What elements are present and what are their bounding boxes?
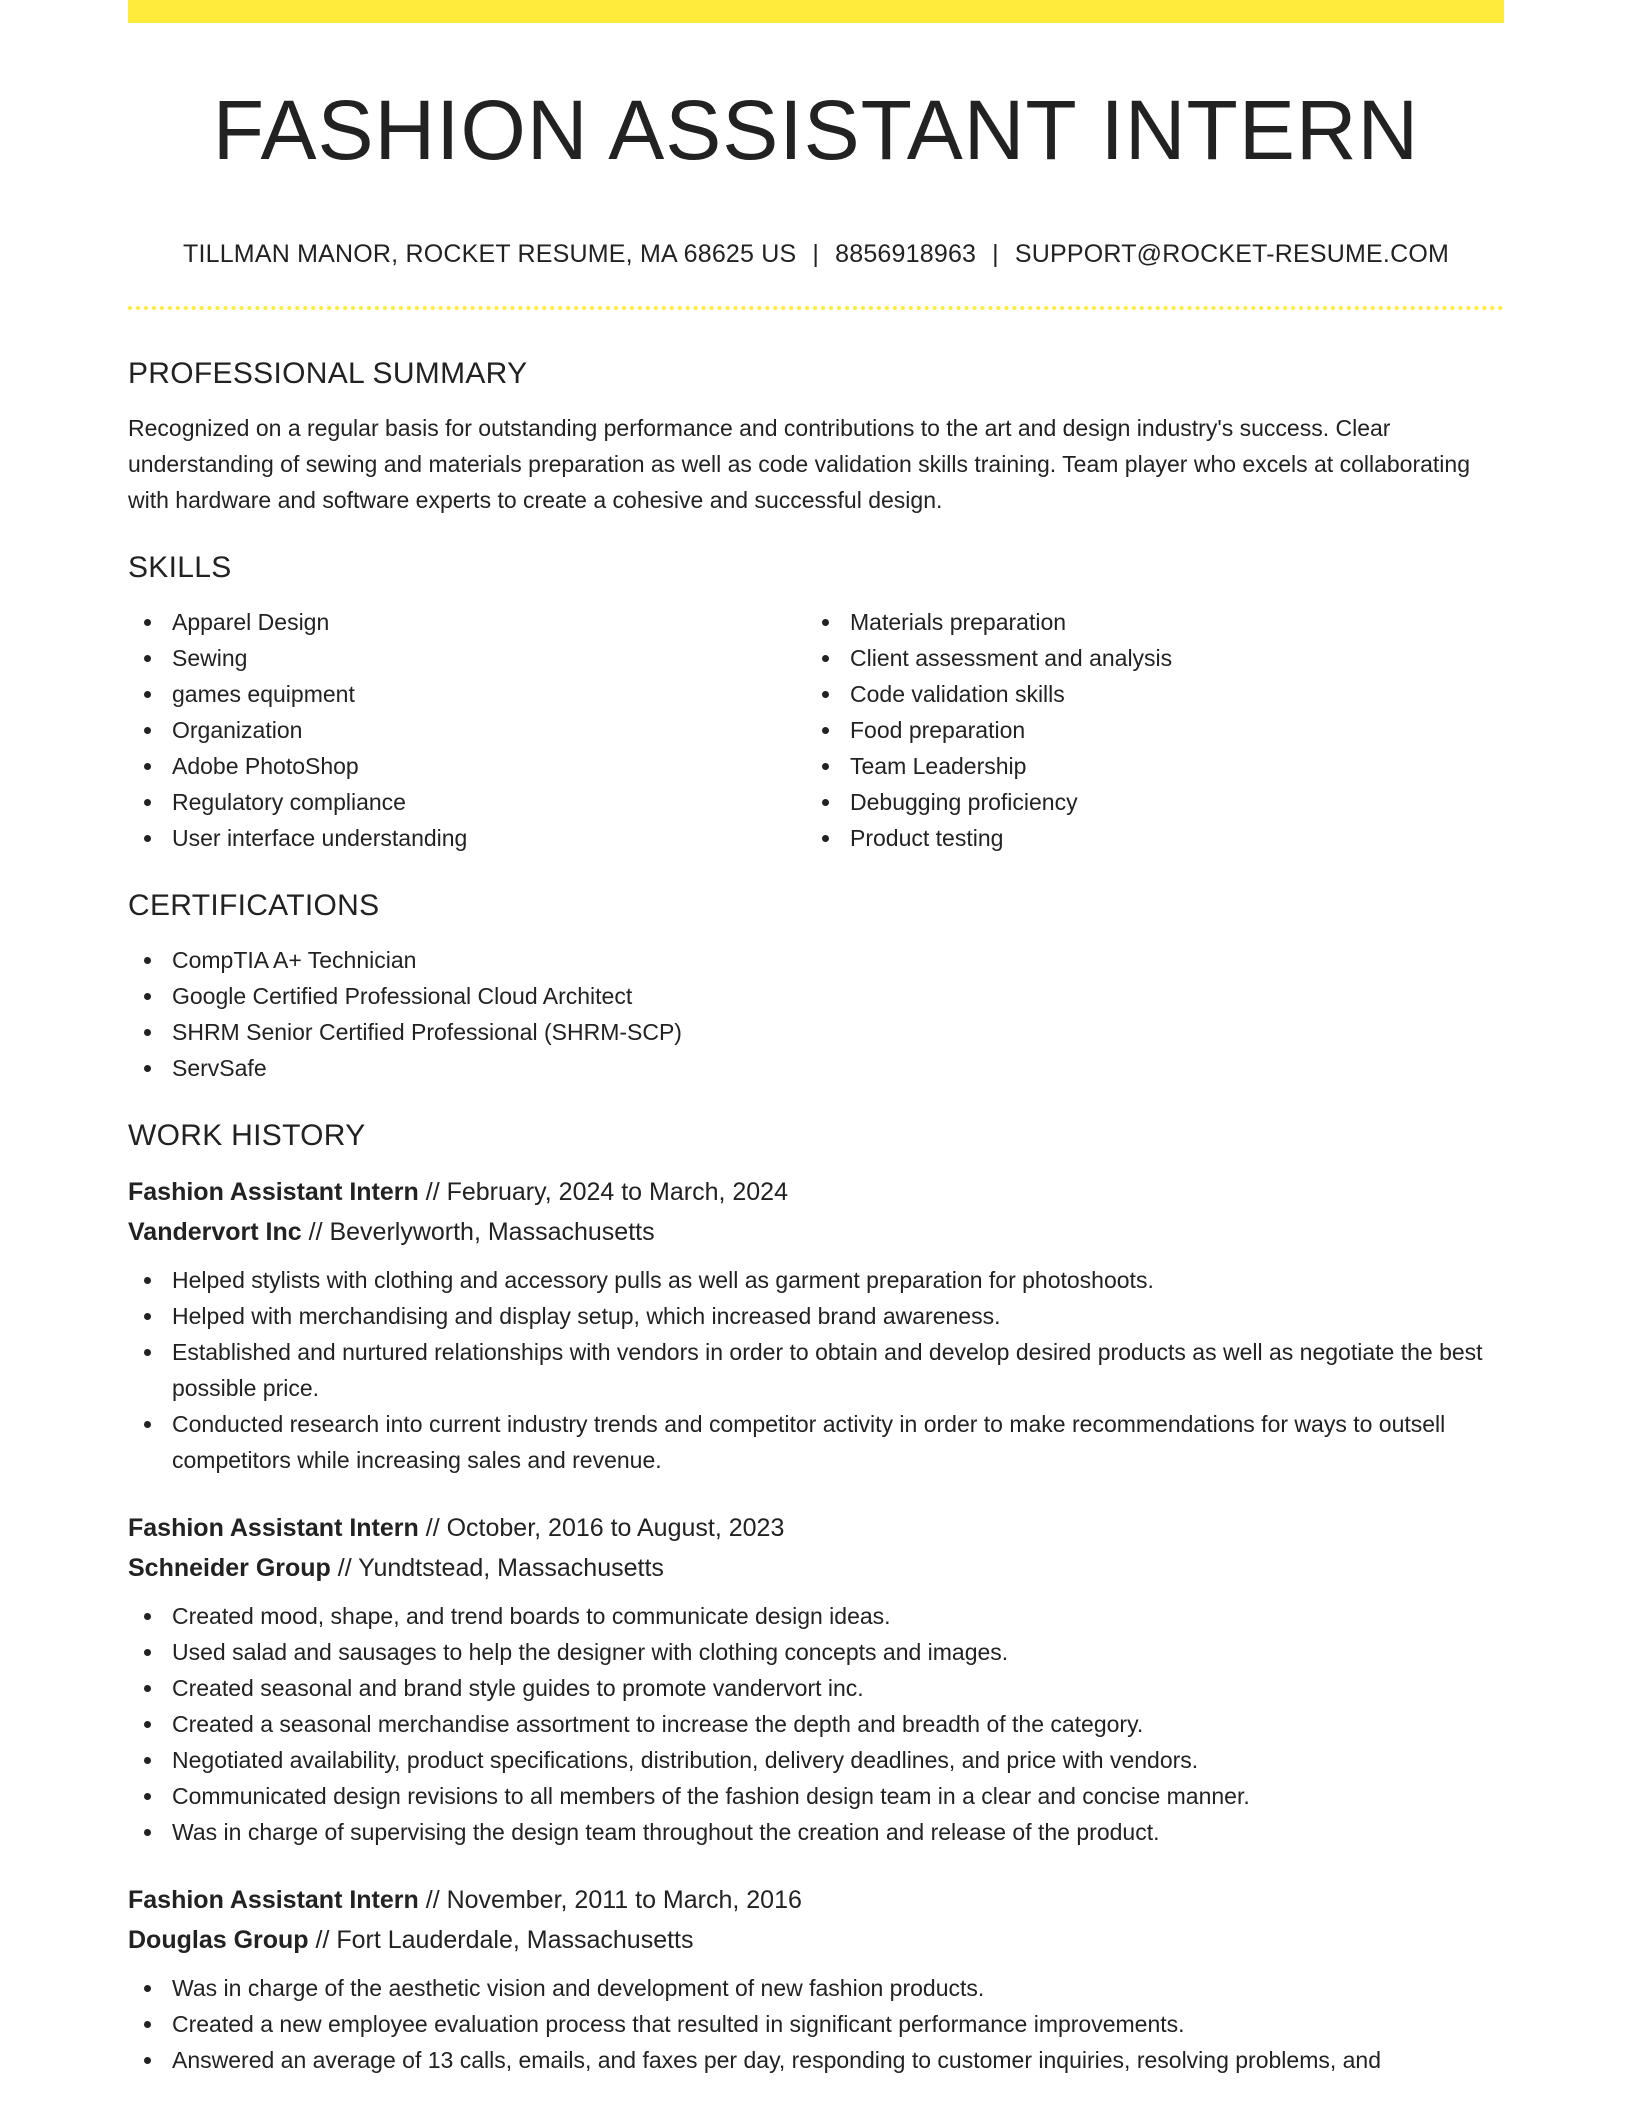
skill-item: Sewing bbox=[128, 640, 806, 676]
job-entry bbox=[128, 1880, 1504, 2078]
skill-item: games equipment bbox=[128, 676, 806, 712]
skill-item: Client assessment and analysis bbox=[806, 640, 1484, 676]
contact-address: TILLMAN MANOR, ROCKET RESUME, MA 68625 US bbox=[182, 240, 797, 268]
job-divider: // bbox=[418, 1886, 447, 1914]
job-bullet: Created mood, shape, and trend boards to communicate design ideas. bbox=[128, 1598, 1504, 1634]
summary-section bbox=[128, 354, 1504, 518]
skills-columns bbox=[128, 604, 1504, 856]
job-company: Douglas Group bbox=[128, 1926, 309, 1954]
job-title-line bbox=[128, 1172, 1504, 1212]
job-divider: // bbox=[301, 1218, 330, 1246]
section-heading: WORK HISTORY bbox=[128, 1119, 366, 1152]
accent-top-bar bbox=[128, 0, 1504, 23]
skill-item: Team Leadership bbox=[806, 748, 1484, 784]
job-bullet: Helped with merchandising and display setup, which increased brand awareness. bbox=[128, 1298, 1504, 1334]
resume-title: FASHION ASSISTANT INTERN bbox=[212, 83, 1420, 177]
job-divider: // bbox=[308, 1926, 337, 1954]
job-location: Yundtstead, Massachusetts bbox=[358, 1554, 664, 1582]
job-bullet: Answered an average of 13 calls, emails, and faxes per day, responding to customer inquiries, resolving problems, and bbox=[128, 2042, 1504, 2078]
certification-item: CompTIA A+ Technician bbox=[128, 942, 1504, 978]
job-bullets bbox=[128, 1970, 1504, 2078]
skills-section bbox=[128, 548, 1504, 856]
job-bullet: Conducted research into current industry trends and competitor activity in order to make recommendations for ways to outsell competitors while increasing sales and revenue. bbox=[128, 1406, 1504, 1478]
job-title-line bbox=[128, 1880, 1504, 1920]
contact-separator: | bbox=[992, 240, 999, 268]
job-title: Fashion Assistant Intern bbox=[128, 1178, 419, 1206]
certifications-section bbox=[128, 886, 1504, 1086]
section-heading: SKILLS bbox=[128, 551, 232, 584]
contact-separator: | bbox=[812, 240, 820, 268]
section-heading: PROFESSIONAL SUMMARY bbox=[128, 357, 528, 390]
dotted-divider bbox=[128, 306, 1504, 310]
job-company-line bbox=[128, 1920, 1504, 1960]
certifications-list bbox=[128, 942, 1504, 1086]
skill-item: Debugging proficiency bbox=[806, 784, 1484, 820]
job-bullet: Negotiated availability, product specifications, distribution, delivery deadlines, and price with vendors. bbox=[128, 1742, 1504, 1778]
resume-page bbox=[128, 0, 1504, 2112]
job-bullets bbox=[128, 1262, 1504, 1478]
job-location: Fort Lauderdale, Massachusetts bbox=[336, 1926, 694, 1954]
work-history-section bbox=[128, 1116, 1504, 2078]
job-company-line bbox=[128, 1212, 1504, 1252]
job-divider: // bbox=[330, 1554, 359, 1582]
job-company: Vandervort Inc bbox=[128, 1218, 302, 1246]
skill-item: Apparel Design bbox=[128, 604, 806, 640]
job-company-line bbox=[128, 1548, 1504, 1588]
job-divider: // bbox=[418, 1514, 447, 1542]
job-entry bbox=[128, 1172, 1504, 1478]
section-heading: CERTIFICATIONS bbox=[128, 889, 380, 922]
job-bullet: Helped stylists with clothing and accessory pulls as well as garment preparation for photoshoots. bbox=[128, 1262, 1504, 1298]
jobs-list bbox=[128, 1172, 1504, 2078]
job-bullet: Was in charge of the aesthetic vision and development of new fashion products. bbox=[128, 1970, 1504, 2006]
contact-email[interactable]: SUPPORT@ROCKET-RESUME.COM bbox=[1014, 240, 1450, 268]
job-bullet: Established and nurtured relationships with vendors in order to obtain and develop desired products as well as negotiate the best possible price. bbox=[128, 1334, 1504, 1406]
job-title-line bbox=[128, 1508, 1504, 1548]
certification-item: ServSafe bbox=[128, 1050, 1504, 1086]
skill-item: Adobe PhotoShop bbox=[128, 748, 806, 784]
job-location: Beverlyworth, Massachusetts bbox=[329, 1218, 655, 1246]
certification-item: Google Certified Professional Cloud Architect bbox=[128, 978, 1504, 1014]
job-title: Fashion Assistant Intern bbox=[128, 1514, 419, 1542]
skill-item: Code validation skills bbox=[806, 676, 1484, 712]
skill-item: User interface understanding bbox=[128, 820, 806, 856]
job-title: Fashion Assistant Intern bbox=[128, 1886, 419, 1914]
job-bullet: Created a seasonal merchandise assortment to increase the depth and breadth of the category. bbox=[128, 1706, 1504, 1742]
job-dates: October, 2016 to August, 2023 bbox=[446, 1514, 785, 1542]
skills-list-right bbox=[806, 604, 1484, 856]
job-bullets bbox=[128, 1598, 1504, 1850]
skill-item: Product testing bbox=[806, 820, 1484, 856]
summary-text: Recognized on a regular basis for outstanding performance and contributions to the art and design industry's success. Clear understanding of sewing and materials preparation as well as code validation skills training. Team player who excels at collaborating with hardware and software experts to create a cohesive and successful design. bbox=[128, 415, 1470, 513]
job-dates: November, 2011 to March, 2016 bbox=[446, 1886, 802, 1914]
contact-phone: 8856918963 bbox=[835, 240, 977, 268]
contact-line bbox=[128, 236, 1504, 272]
job-bullet: Created a new employee evaluation process that resulted in significant performance improvements. bbox=[128, 2006, 1504, 2042]
skill-item: Organization bbox=[128, 712, 806, 748]
job-company: Schneider Group bbox=[128, 1554, 331, 1582]
job-divider: // bbox=[418, 1178, 447, 1206]
job-dates: February, 2024 to March, 2024 bbox=[446, 1178, 788, 1206]
skill-item: Food preparation bbox=[806, 712, 1484, 748]
skill-item: Regulatory compliance bbox=[128, 784, 806, 820]
skills-list-left bbox=[128, 604, 806, 856]
skill-item: Materials preparation bbox=[806, 604, 1484, 640]
job-bullet: Was in charge of supervising the design team throughout the creation and release of the product. bbox=[128, 1814, 1504, 1850]
job-bullet: Created seasonal and brand style guides to promote vandervort inc. bbox=[128, 1670, 1504, 1706]
resume-body bbox=[128, 354, 1504, 2078]
certification-item: SHRM Senior Certified Professional (SHRM-SCP) bbox=[128, 1014, 1504, 1050]
job-entry bbox=[128, 1508, 1504, 1850]
job-bullet: Communicated design revisions to all members of the fashion design team in a clear and concise manner. bbox=[128, 1778, 1504, 1814]
job-bullet: Used salad and sausages to help the designer with clothing concepts and images. bbox=[128, 1634, 1504, 1670]
